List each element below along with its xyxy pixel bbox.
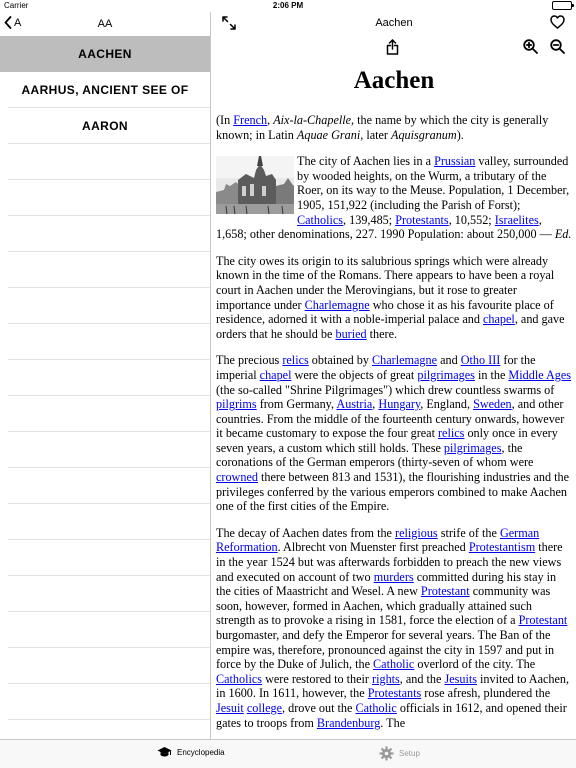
text-run: for the imperial [216, 353, 536, 382]
link-german-reformation[interactable]: German Reformation [216, 525, 540, 555]
list-item-label: AARHUS, ANCIENT SEE OF [21, 82, 189, 97]
text-run: , [267, 113, 274, 127]
text-run: in the [474, 367, 509, 382]
italic-run: Aquisgranum [391, 127, 457, 142]
empty-list-row [8, 396, 210, 432]
link-israelites[interactable]: Israelites [494, 212, 539, 227]
empty-list-row [8, 324, 210, 360]
sidebar-nav-bar [0, 12, 210, 36]
text-run: The decay of Aachen dates from the [216, 525, 396, 540]
list-item-label: AACHEN [78, 46, 132, 61]
italic-run: Ed. [554, 227, 572, 242]
sidebar [0, 12, 211, 739]
text-run: The city owes its origin to its salubrious springs which were already known in the time of the Romans. There appears to have been a royal court in Aachen under the Merovingians, but it rose to greater importance under [216, 253, 555, 312]
status-bar [0, 0, 576, 12]
text-run: burgomaster, and defy the Emperor for several years. The Ban of the empire was, therefore, pronounced against the city in 1597 and put in force by the Duke of Julich, the [216, 628, 555, 672]
link-murders[interactable]: murders [373, 569, 414, 584]
zoom-out-icon[interactable] [550, 39, 565, 59]
list-item-aarhus[interactable] [8, 72, 210, 108]
back-button-label: A [14, 16, 22, 29]
tab-bar [0, 739, 576, 768]
link-college[interactable]: college [246, 700, 283, 715]
text-run: officials in 1612, and opened their gates to troops from [216, 700, 567, 730]
link-rights[interactable]: rights [372, 671, 400, 686]
text-run: there between 813 and 1531), the flourishing industries and the privileges conferred by the various emperors combined to make Aachen one of the first cities of the Empire. [216, 470, 570, 514]
share-icon[interactable] [386, 39, 399, 60]
empty-list-row [8, 180, 210, 216]
gear-icon [379, 746, 394, 761]
tab-label: Setup [399, 749, 420, 758]
carrier-label: Carrier [4, 1, 29, 10]
text-run: were restored to their [262, 671, 373, 686]
list-item-aaron[interactable] [8, 108, 210, 144]
tab-setup[interactable] [379, 746, 420, 761]
list-item-label: AARON [82, 118, 128, 133]
text-run: strife of the [437, 525, 500, 540]
link-buried[interactable]: buried [335, 326, 367, 341]
link-catholic[interactable]: Catholic [373, 657, 415, 672]
text-run: who chose it as his favourite place of residence, adorned it with a noble-imperial palace and [216, 297, 554, 327]
empty-list-row [8, 252, 210, 288]
paragraph-relics [216, 353, 572, 514]
text-run: , 1,658; other denominations, 227. 1990 Population: about 250,000 — [216, 212, 555, 242]
tab-encyclopedia[interactable] [157, 746, 225, 758]
link-chapel[interactable]: chapel [259, 367, 292, 382]
link-hungary[interactable]: Hungary [378, 397, 421, 412]
text-run: , 139,485; [343, 212, 396, 227]
text-run: obtained by [308, 353, 373, 368]
text-run: , drove out the [282, 700, 356, 715]
text-run: community was soon, however, formed in Aachen, which gradually attained such strength as to provoke a rising in 1581, force the election of a [216, 584, 551, 628]
text-run: there in the year 1524 but was afterwards forbidden to preach the new views and executed on account of two [216, 540, 563, 584]
link-pilgrimages[interactable]: pilgrimages [417, 367, 475, 382]
text-run: (the so-called "Shrine Pilgrimages") which drew countless swarms of [216, 382, 555, 397]
status-right [552, 1, 572, 10]
link-protestant[interactable]: Protestant [518, 613, 568, 628]
text-run: , the coronations of the German emperors (thirty-seven of whom were [216, 440, 534, 470]
link-relics[interactable]: relics [282, 353, 309, 368]
link-crowned[interactable]: crowned [216, 470, 258, 485]
text-run: , and other countries. From the middle of the fourteenth century onwards, however it became customary to expose the four great [216, 397, 565, 441]
link-middle-ages[interactable]: Middle Ages [508, 367, 572, 382]
italic-run: Aquae Grani [296, 127, 361, 142]
article-body [216, 66, 572, 739]
link-austria[interactable]: Austria [336, 397, 373, 412]
sidebar-title: AA [97, 18, 113, 30]
link-pilgrimages[interactable]: pilgrimages [443, 440, 502, 455]
link-brandenburg[interactable]: Brandenburg [316, 715, 381, 730]
link-relics[interactable]: relics [438, 426, 465, 441]
empty-list-row [8, 432, 210, 468]
text-run: , [372, 397, 379, 412]
link-otho-iii[interactable]: Otho III [460, 353, 501, 368]
link-french[interactable]: French [233, 113, 268, 127]
text-run: (In [216, 113, 234, 127]
link-pilgrims[interactable]: pilgrims [216, 397, 257, 412]
favorite-heart-icon[interactable] [550, 15, 565, 34]
empty-list-row [8, 468, 210, 504]
paragraph-intro [216, 113, 572, 142]
text-run: , and gave orders that he should be [216, 312, 565, 341]
link-jesuit[interactable]: Jesuit [216, 700, 244, 715]
link-jesuits[interactable]: Jesuits [444, 671, 477, 686]
paragraph-origin [216, 254, 572, 342]
zoom-in-icon[interactable] [523, 39, 538, 59]
link-catholic[interactable]: Catholic [355, 700, 397, 715]
text-run: , and the [399, 671, 445, 686]
empty-list-row [8, 504, 210, 540]
text-run: , later [360, 127, 392, 142]
cathedral-photo [216, 156, 294, 214]
text-run: , the name by which the city is generally known; in Latin [216, 113, 549, 142]
link-charlemagne[interactable]: Charlemagne [372, 353, 438, 368]
empty-list-row [8, 216, 210, 252]
text-run: . The [380, 715, 406, 730]
text-run: overlord of the city. The [414, 657, 536, 672]
text-run: were the objects of great [291, 367, 418, 382]
link-catholics[interactable]: Catholics [297, 212, 344, 227]
empty-list-row [8, 540, 210, 576]
tab-label: Encyclopedia [177, 747, 225, 757]
text-run: committed during his stay in the cities of Maastricht and Wesel. A new [216, 569, 557, 599]
text-run: rose afresh, plundered the [421, 686, 551, 701]
link-protestants[interactable]: Protestants [367, 686, 422, 701]
link-protestants[interactable]: Protestants [395, 212, 449, 227]
text-run: invited to Aachen, in 1600. In 1611, however, the [216, 671, 570, 701]
article-pane [212, 12, 576, 739]
text-run: valley, surrounded by wooded heights, on the Wurm, a tributary of the Roer, on its way to the Meuse. Population, 1 December, 1905, 151,922 (including the Parish of Forst); [297, 154, 570, 212]
empty-list-row [8, 612, 210, 648]
text-run: and [437, 353, 461, 368]
text-run: . Albrecht von Muenster first preached [277, 540, 469, 555]
paragraph-decay [216, 526, 572, 730]
link-religious[interactable]: religious [395, 525, 438, 540]
link-protestantism[interactable]: Protestantism [468, 540, 536, 555]
link-catholics[interactable]: Catholics [216, 671, 263, 686]
link-charlemagne[interactable]: Charlemagne [304, 297, 370, 312]
battery-icon [552, 1, 572, 10]
text-run: , 10,552; [448, 212, 495, 227]
text-run: there. [366, 326, 398, 341]
empty-list-row [8, 288, 210, 324]
link-sweden[interactable]: Sweden [473, 397, 512, 412]
clock: 2:06 PM [272, 1, 304, 10]
text-run: The precious [216, 353, 283, 368]
italic-run: Aix-la-Chapelle [273, 113, 352, 127]
empty-list-row [8, 684, 210, 720]
content-nav-bar [212, 12, 576, 36]
graduation-cap-icon [157, 746, 172, 758]
text-run: The city of Aachen lies in a [297, 154, 435, 169]
empty-list-row [8, 576, 210, 612]
text-run: only once in every seven years, a custom which still holds. These [216, 426, 558, 455]
link-prussian[interactable]: Prussian [434, 154, 476, 169]
empty-list-row [8, 360, 210, 396]
link-chapel[interactable]: chapel [483, 312, 515, 327]
article-heading: Aachen [353, 67, 435, 94]
list-item-aachen[interactable] [0, 36, 210, 72]
empty-list-row [8, 648, 210, 684]
article-nav-title: Aachen [375, 17, 413, 29]
empty-list-row [8, 144, 210, 180]
paragraph-location [216, 154, 572, 242]
text-run: , England, [420, 397, 474, 412]
text-run: ). [456, 127, 464, 142]
link-protestant[interactable]: Protestant [420, 584, 470, 599]
entry-list [0, 36, 210, 720]
text-run: from Germany, [256, 397, 337, 412]
article-toolbar [212, 36, 576, 60]
